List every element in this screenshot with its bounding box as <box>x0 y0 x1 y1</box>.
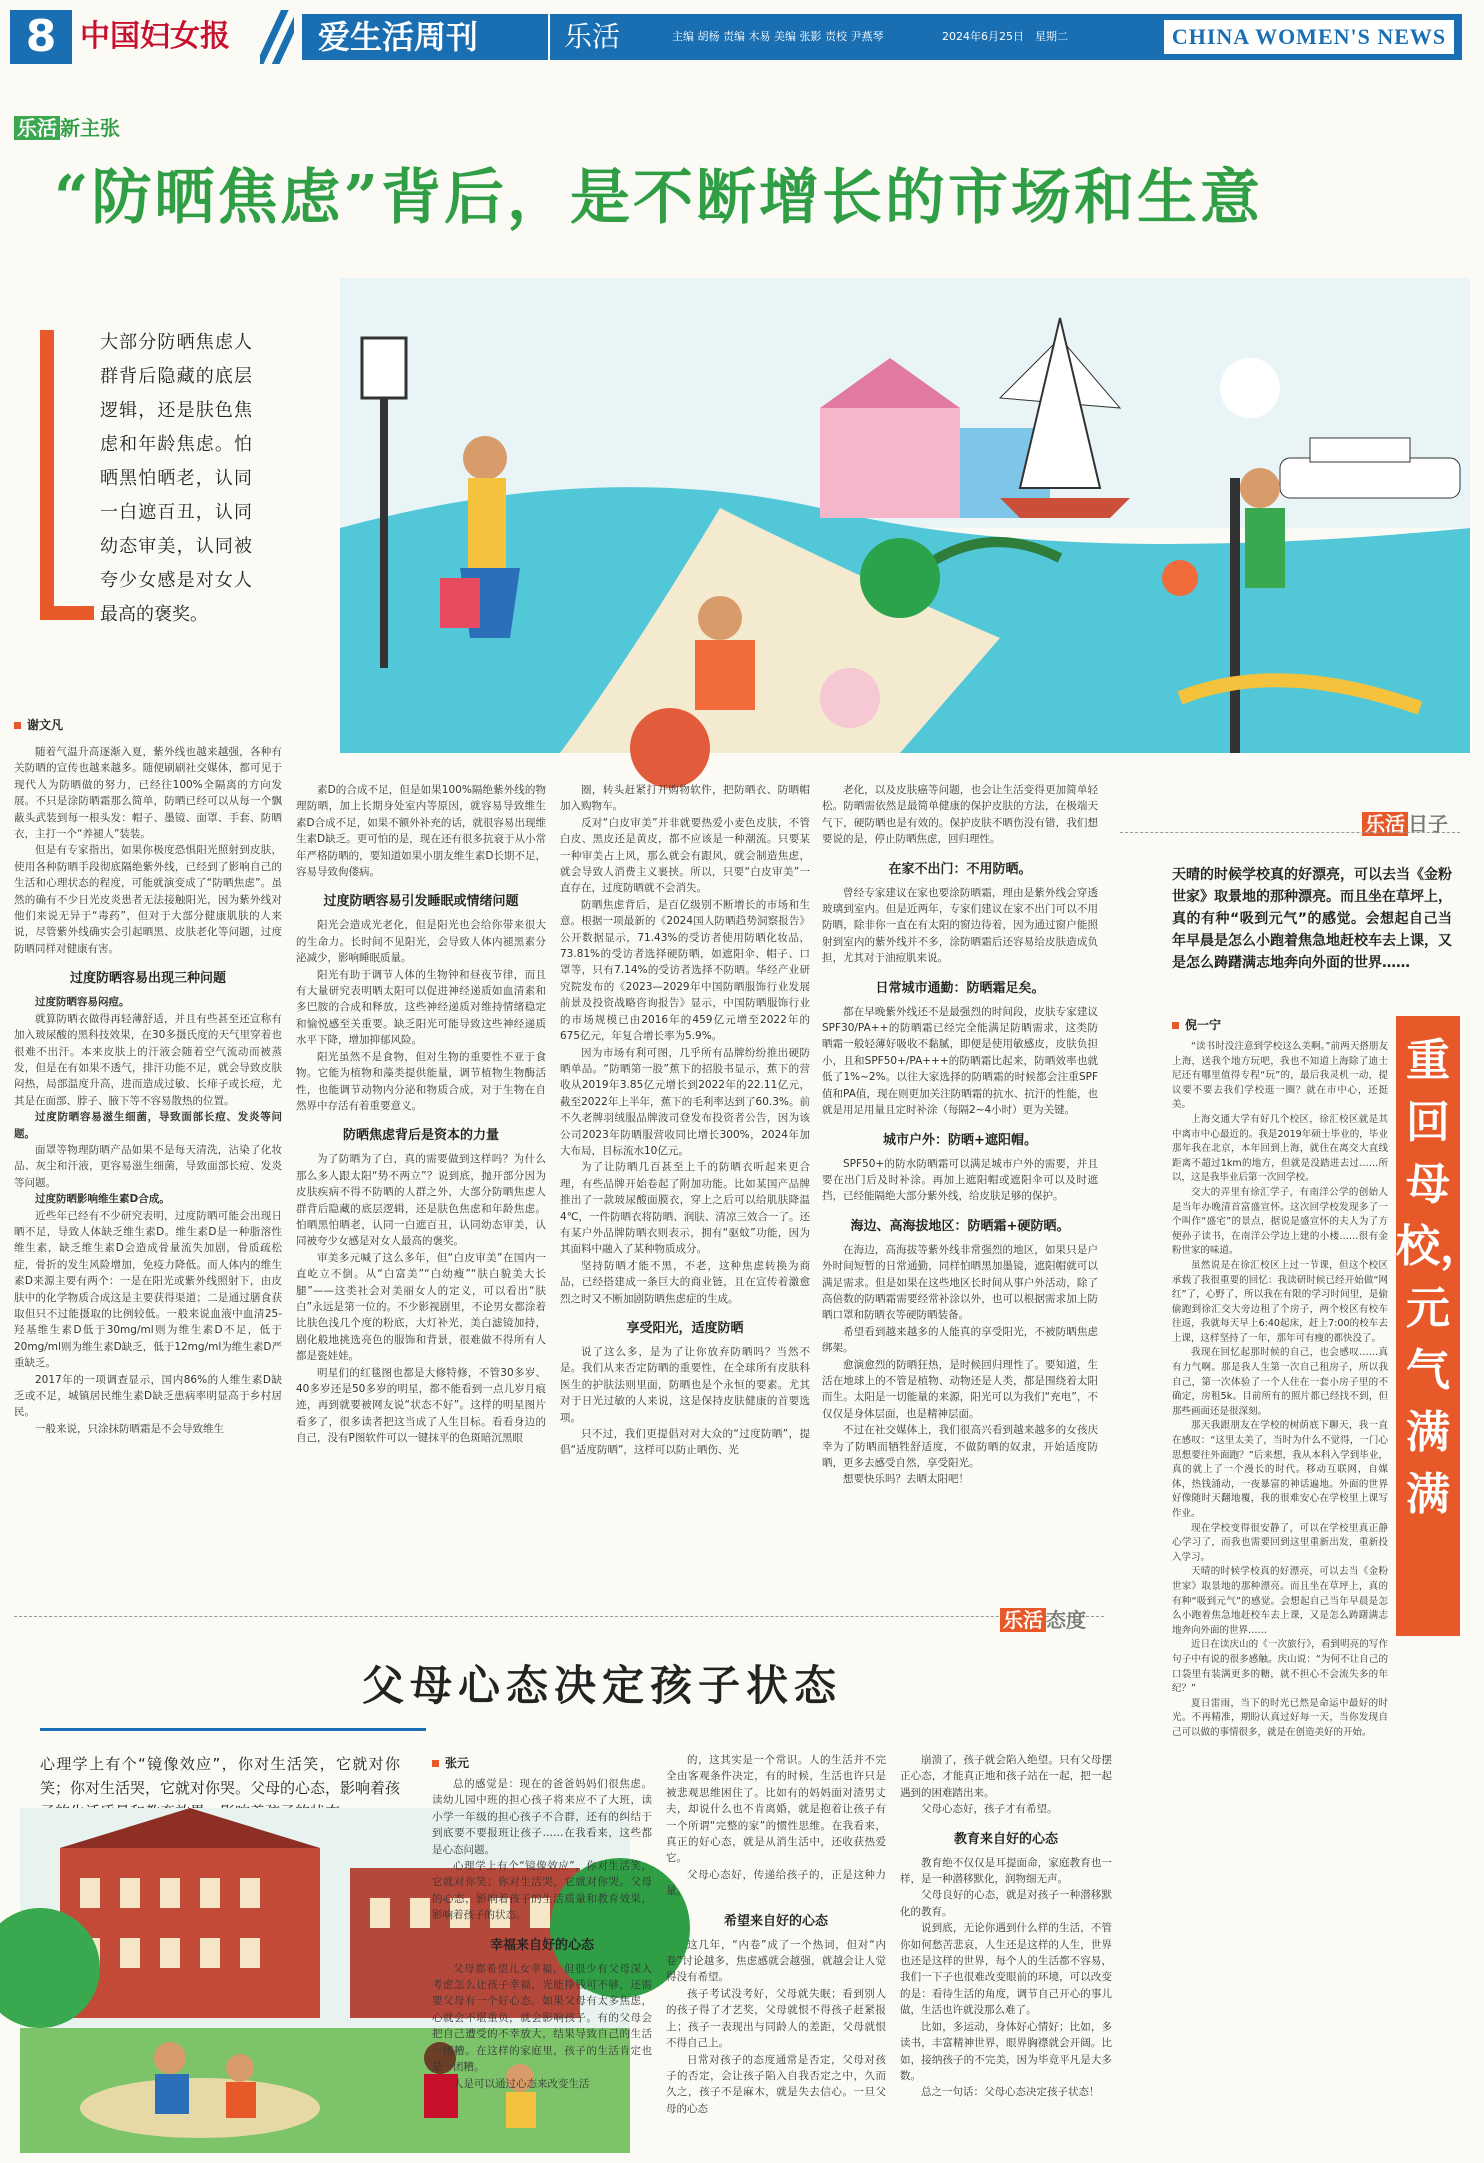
article1-col4-paragraph: 希望看到越来越多的人能真的享受阳光，不被防晒焦虑绑架。 <box>822 1325 1098 1355</box>
article3-col3-paragraph: 崩溃了，孩子就会陷入绝望。只有父母摆正心态，才能真正地和孩子站在一起，把一起遇到的困难踏出来。 <box>900 1754 1112 1799</box>
article2-paragraph: 虽然说是在徐汇校区上过一节课，但这个校区承载了我很重要的回忆：我读研时候已经开始做“网红”了，心野了，所以我在有限的学习时间里，是偷偷跑到徐汇交大旁边租了个房子，两个校区有校车往返，我就每天早上6:40起床，赶上7:00的校车去上课，这样坚持了一年，那年可有瘦的都快没了。 <box>1172 1259 1388 1344</box>
article1-col2-content <box>296 782 546 1447</box>
article1-col4-paragraph: 愈演愈烈的防晒狂热，是时候回归理性了。要知道，生活在地球上的不管是植物、动物还是人类，都是围绕着太阳而生。太阳是一切能量的来源，阳光可以为我们“充电”，不仅仅是身体层面，也是精神层面。 <box>822 1358 1098 1420</box>
tag-suffix: 新主张 <box>60 116 120 140</box>
article3-col2-paragraph: 父母心态好，传递给孩子的，正是这种力量。 <box>666 1868 886 1898</box>
article1-col1-paragraph: 过度防晒影响维生素D合成。 <box>35 1193 170 1206</box>
article3-col3-paragraph: 父母心态好，孩子才有希望。 <box>921 1803 1058 1816</box>
article2-lead: 天晴的时候学校真的好漂亮，可以去当《金粉世家》取景地的那种漂亮。而且坐在草坪上，真的有种“吸到元气”的感觉。会想起自己当年早晨是怎么小跑着焦急地赶校车去上课，又是怎么踌躇满志地奔向外面的世界…… <box>1172 867 1452 971</box>
article1-col4-paragraph: 想要快乐吗？去晒太阳吧！ <box>843 1473 969 1486</box>
divider <box>14 1616 1104 1617</box>
article3-col1-subheading: 幸福来自好的心态 <box>489 1937 594 1953</box>
article1-col2-subheading: 过度防晒容易引发睡眠或情绪问题 <box>323 894 519 910</box>
section-title: 乐活 <box>548 14 620 60</box>
article3-col2-paragraph: 的，这其实是一个常识。人的生活并不完全由客观条件决定，有的时候，生活也许只是被悲观思维困住了。比如有的妈妈面对渣男丈夫，却说什么也不肯离婚，就是抱着让孩子有一个所谓“完整的家”的惯性思维。在我看来，真正的好心态，就是从消生活中，还收获热爱它。 <box>666 1754 886 1865</box>
article1-col4-subheading: 海边、高海拔地区：防晒霜+硬防晒。 <box>850 1218 1070 1234</box>
article1-col4-content <box>822 782 1098 1488</box>
article1-col3-paragraph: 说了这么多，是为了让你放弃防晒吗？当然不是。我们从来否定防晒的重要性，在全球所有皮肤科医生的护肤法则里面，防晒也是个永恒的要素。尤其对于日光过敏的人来说，这是保持皮肤健康的首要选项。 <box>560 1346 810 1424</box>
article1-col1-subheading: 过度防晒容易出现三种问题 <box>69 971 226 987</box>
article3-col3-subheading: 教育来自好的心态 <box>953 1831 1058 1847</box>
article2-paragraph: 我现在回忆起那时候的自己，也会感叹……真有力气啊。那是我人生第一次自己租房子，所以我自己，第一次体验了一个人住在一套小房子里的不确定，房租5k。目前所有的照片都已经找不到，但那些画面还是很深刻。 <box>1172 1347 1388 1417</box>
masthead <box>10 10 1462 64</box>
editors-line: 主编 胡杨 责编 木易 美编 张影 责校 尹燕琴 <box>672 30 884 43</box>
article3-col2-paragraph: 这几年，“内卷”成了一个热词，但对“内卷”讨论越多，焦虑感就会越强，就越会让人觉得没有希望。 <box>666 1938 886 1984</box>
article2-paragraph: 天晴的时候学校真的好漂亮，可以去当《金粉世家》取景地的那种漂亮。而且坐在草坪上，真的有种“吸到元气”的感觉。会想起自己当年早晨是怎么小跑着焦急地赶校车去上课，又是怎么踌躇满志地奔向外面的世界…… <box>1172 1566 1388 1636</box>
tag-label: 乐活 <box>1362 812 1408 836</box>
page-number: 8 <box>10 10 72 64</box>
article3-col1-paragraph: 心理学上有个“镜像效应”，你对生活笑，它就对你笑；你对生活哭，它就对你哭。父母的心态，影响着孩子的生活质量和教育效果，影响着孩子的状态。 <box>432 1860 652 1922</box>
article2-paragraph: 交大的弄里有徐汇学子，有南洋公学的创始人是当年办晚清首富盛宣怀。这次回学校发现多了一个叫作“盛宅”的景点，据说是盛宣怀的夫人为了方便孙子读书，在南洋公学边上建的小楼……很有金粉世家的味道。 <box>1172 1186 1388 1257</box>
article3-col3-content <box>900 1752 1112 2101</box>
article3-col1-paragraph: 总的感觉是：现在的爸爸妈妈们很焦虑。读幼儿园中班的担心孩子将来应不了大班，读小学一年级的担心孩子不合群，还有的纠结于到底要不要报班让孩子……在我看来，这些都是心态问题。 <box>432 1778 652 1856</box>
article2-body-content <box>1172 1040 1388 1741</box>
article1-col1-paragraph: 过度防晒容易闷痘。 <box>35 996 130 1009</box>
article1-col1-paragraph: 但是有专家指出，如果你极度恐惧阳光照射到皮肤，使用各种防晒手段彻底隔绝紫外线，已经到了影响自己的生活和心理状态的程度，可能就演变成了“防晒焦虑”。虽然的确有不少日光皮炎患者无法接触阳光，因为紫外线对他们来说无异于“毒药”，但对于大部分健康肌肤的人来说，尽管紫外线确实会引起晒黑、皮肤老化等问题，过度防晒同样对健康有害。 <box>14 844 282 955</box>
article1-col4-paragraph: SPF50+的防水防晒霜可以满足城市户外的需要，并且要在出门后及时补涂。再加上遮阳帽或遮阳伞可以及时遮挡，已经能隔绝大部分紫外线，给皮肤足够的保护。 <box>822 1157 1098 1203</box>
article3-title: 父母心态决定孩子状态 <box>362 1661 843 1710</box>
column-tag-new-idea <box>14 112 120 141</box>
tag-label: 乐活 <box>14 116 60 140</box>
masthead-slash-decoration <box>260 10 294 64</box>
article1-author: 谢文凡 <box>14 716 63 733</box>
lead-accent-bar <box>40 330 54 620</box>
article1-col1-paragraph: 2017年的一项调查显示，国内86%的人维生素D缺乏或不足，城镇居民维生素D缺乏患病率明显高于乡村居民。 <box>14 1373 282 1419</box>
article1-column-1 <box>14 744 282 1574</box>
article3-col3-paragraph: 比如，多运动，身体好心情好；比如，多读书，丰富精神世界，眼界胸襟就会开阔。比如，接纳孩子的不完美，因为毕竟平凡是大多数。 <box>900 2020 1112 2082</box>
article2-paragraph: 夏日雷雨，当下的时光已然是命运中最好的时光。不再精准，期盼认真过好每一天，当你发现自己可以做的事情很多，就是在创造美好的开始。 <box>1172 1697 1388 1738</box>
article1-col2-subheading: 防晒焦虑背后是资本的力量 <box>342 1128 499 1144</box>
article1-column-3 <box>560 782 810 1574</box>
article1-col3-paragraph: 因为市场有利可图，几乎所有品牌纷纷推出硬防晒单品。“防晒第一股”蕉下的招股书显示，蕉下的营收从2019年3.85亿元增长到2022年的22.11亿元，截至2022年上半年，蕉下的毛利率达到了60.3%。前不久老牌羽绒服品牌波司登发布投资者公告，因为该公司2023年防晒服营收同比增长300%，2024年加大布局，目标流水10亿元。 <box>560 1046 810 1157</box>
article1-col2-paragraph: 明星们的红毯图也都是大修特修，不管30多岁、40多岁还是50多岁的明星，都不能看到一点儿岁月痕迹，再到就要被网友说“状态不好”。这样的明星图片看多了，很多读者把这当成了人生目标。看看身边的自己，没有P图软件可以一键抹平的色斑暗沉黑眼 <box>296 1366 546 1445</box>
article1-col1-paragraph: 就算防晒衣做得再轻薄舒适，并且有些甚至还宣称有加入玻尿酸的黑科技效果，在30多摄氏度的天气里穿着也很难不出汗。本来皮肤上的汗液会随着空气流动而被蒸发，但是在有如果不透气，排汗功能不足，就会导致皮肤闷热，局部温度升高，进而造成过敏、长痱子或长痘，尤其是在面部、脖子、腋下等不容易散热的位置。 <box>14 1012 282 1107</box>
article3-col1-paragraph: 父母都希望儿女幸福，但很少有父母深入考虑怎么让孩子幸福，光能挣钱可不够，还需要父母有一个好心态。如果父母有太多焦虑，心就会不堪重负，就会影响孩子。有的父母会把自己遭受的不幸放大，结果导致自己的生活一团糟。在这样的家庭里，孩子的生活肯定也是一团糟。 <box>432 1962 652 2074</box>
article1-col4-subheading: 日常城市通勤：防晒霜足矣。 <box>875 980 1045 996</box>
issue-date: 2024年6月25日 星期二 <box>942 30 1068 43</box>
article3-column-3 <box>900 1752 1112 2156</box>
article2-title: 重回母校，元气满满 <box>1396 1016 1460 1636</box>
beach-illustration <box>300 278 1470 753</box>
article1-col4-paragraph: 在海边，高海拔等紫外线非常强烈的地区，如果只是户外时间短暂的日常通勤，同样怕晒黑加墨镜，遮阳帽就可以满足需求。但是如果在这些地区长时间从事户外活动，除了高倍数的防晒霜需要经常补涂以外，也可以根据需求加上防晒口罩和防晒衣等硬防晒装备。 <box>822 1243 1098 1322</box>
masthead-bar <box>302 14 1462 60</box>
article1-col4-paragraph: 都在早晚紫外线还不是最强烈的时间段，皮肤专家建议SPF30/PA++的防晒霜已经完全能满足防晒需求，这类防晒霜一般轻薄好吸收不黏腻，即便是使用敏感皮，皮肤负担小，且和SPF50+/PA+++的防晒霜比起来，防晒效率也就低了1%~2%。以往大家选择的防晒霜的时候都会注重SPF值和PA值，现在则更加关注防晒霜的抗水、抗汗的性能，也就是用足用量且定时补涂（每隔2~4小时）更为关键。 <box>822 1005 1098 1117</box>
article3-col3-paragraph: 教育绝不仅仅是耳提面命，家庭教育也一样，是一种潜移默化，润物细无声。 <box>900 1856 1112 1886</box>
english-paper-name: CHINA WOMEN'S NEWS <box>1164 20 1454 54</box>
article3-col3-paragraph: 说到底，无论你遇到什么样的生活，不管你如何愁苦悲哀，人生还是这样的人生，世界也还是这样的世界，每个人的生活都不容易，我们一下子也很难改变眼前的环境，可以改变的是：看待生活的角度，调节自己开心的事儿做，生活也许就没那么难了。 <box>900 1922 1112 2017</box>
article2-paragraph: 近日在读庆山的《一次旅行》，看到明亮的写作句子中有说的很多感触。庆山说：“为何不让自己的口袋里有装满更多的糖，就不担心不会流失多的年纪？” <box>1172 1639 1388 1695</box>
article3-column-2 <box>666 1752 886 2156</box>
article3-col3-paragraph: 总之一句话：父母心态决定孩子状态！ <box>921 2086 1100 2099</box>
weekly-title: 爱生活周刊 <box>318 18 479 56</box>
article3-column-1 <box>432 1776 652 2156</box>
article3-col1-paragraph: 人是可以通过心态来改变生活 <box>453 2077 590 2090</box>
article1-col2-paragraph: 素D的合成不足，但是如果100%隔绝紫外线的物理防晒，加上长期身处室内等原因，就容易导致维生素D合成不足，如果不额外补充的话，就很容易出现维生素D缺乏。更可怕的是，现在还有很多抗衰于从小常年严格防晒的，要知道如果小朋友维生素D长期不足，容易导致佝偻病。 <box>296 784 546 879</box>
article1-col4-paragraph: 老化，以及皮肤癌等问题，也会让生活变得更加简单轻松。防晒需依然是最简单健康的保护皮肤的方法，在极端天气下，硬防晒也是有效的。保护皮肤不晒伤没有错，我们想要说的是，停止防晒焦虑，回归理性。 <box>822 784 1098 846</box>
title-rule <box>40 1728 426 1731</box>
article1-headline: “防晒焦虑”背后，是不断增长的市场和生意 <box>54 163 1264 233</box>
article3-col3-paragraph: 父母良好的心态，就是对孩子一种潜移默化的教育。 <box>900 1889 1112 1918</box>
article1-col3-paragraph: 圈，转头赶紧打开购物软件，把防晒衣、防晒帽加入购物车。 <box>560 784 810 813</box>
tag-suffix: 日子 <box>1408 812 1448 836</box>
lead-accent-foot <box>54 606 94 620</box>
article3-lead: 心理学上有个“镜像效应”，你对生活笑，它就对你笑；你对生活哭，它就对你哭。父母的心态，影响着孩 <box>40 1755 401 1797</box>
article1-col2-paragraph: 审美多元喊了这么多年，但“白皮审美”在国内一直屹立不倒。从“白富美”“白幼瘦”“肤白貌美大长腿”——这类社会对美丽女人的定义，可以看出“肤白”永远是第一位的。不少影视剧里，不论男女都涂着比肤色浅几个度的粉底，大灯补光，美白滤镜加持，剧化般地挑选亮色的服饰和背景，很难做不得所有人都是瓷娃娃。 <box>296 1251 546 1363</box>
article1-col3-content <box>560 782 810 1459</box>
paper-name: 中国妇女报 <box>80 19 230 54</box>
article1-col1-paragraph: 随着气温升高逐渐入夏，紫外线也越来越强，各种有关防晒的宣传也越来越多。随便刷刷社交媒体，都可见于现代人为防晒做的努力，已经往100%全隔离的方向发展。不只是涂防晒霜那么简单，防晒已经可以从每一个飘蔽头武装到每一根头发：帽子、墨镜、面罩、手套、防晒衣，主打一个“养褪人”装装。 <box>14 746 282 841</box>
article1-col2-paragraph: 阳光会造成光老化，但是阳光也会给你带来很大的生命力。长时间不见阳光，会导致人体内褪黑素分泌减少，影响睡眠质量。 <box>296 919 546 965</box>
tag-suffix: 态度 <box>1046 1608 1086 1632</box>
article1-col2-paragraph: 阳光有助于调节人体的生物钟和昼夜节律，而且有大量研究表明晒太阳可以促进神经递质如血清素和多巴胺的合成和释放，这些神经递质对维持情绪稳定和愉悦感至关重要。缺乏阳光可能导致这些神经递质水平下降，增加抑郁风险。 <box>296 968 546 1047</box>
article2-paragraph: 那天我跟朋友在学校的树荫底下聊天，我一直在感叹：“这里太美了，当时为什么不觉得，一门心思想要往外面跑？”后来想，我从本科入学到毕业，真的就上了一个漫长的时代。移动互联网，自媒体，热钱涌动，一夜暴富的神话遍地。外面的世界好像随时天翻地覆，我的很难安心在学校里上课写作业。 <box>1172 1420 1388 1519</box>
article1-column-2 <box>296 782 546 1574</box>
divider <box>1120 832 1460 833</box>
article2-paragraph: 上海交通大学有好几个校区，徐汇校区就是其中离市中心最近的。我是2019年硕士毕业的，毕业那年我在北京，本年回到上海，就住在离交大直线距离不超过1km的地方，但就是没踏进去过……所以，这是我毕业后第一次回学校。 <box>1172 1113 1388 1184</box>
tag-label: 乐活 <box>1000 1608 1046 1632</box>
article1-col2-paragraph: 阳光虽然不是食物，但对生物的重要性不亚于食物。它能为植物和藻类提供能量，调节植物生物酶活性，也能调节动物内分泌和物质合成，对于生物在自然界中存活有着重要意义。 <box>296 1050 546 1112</box>
article1-col2-paragraph: 为了防晒为了白，真的需要做到这样吗？为什么那么多人跟太阳“势不两立”？说到底，抛开部分因为皮肤疾病不得不防晒的人群之外，大部分防晒焦虑人群背后隐藏的底层逻辑，还是肤色焦虑和年龄焦虑。怕晒黑怕晒老，认同一白遮百丑，认同幼态审美，认同被夸少女感是对女人最高的褒奖。 <box>296 1153 546 1248</box>
article1-col1-content <box>14 744 282 1437</box>
article1-lead: 大部分防晒焦虑人群背后隐藏的底层逻辑，还是肤色焦虑和年龄焦虑。怕晒黑怕晒老，认同一白遮百丑，认同幼态审美，认同被夸少女感是对女人最高的褒奖。 <box>100 332 252 625</box>
article2-paragraph: 现在学校变得很安静了，可以在学校里真正静心学习了，而我也需要回到这里重新出发，重新投入学习。 <box>1172 1522 1388 1563</box>
article3-author: 张元 <box>432 1754 469 1771</box>
article1-col4-paragraph: 不过在社交媒体上，我们很高兴看到越来越多的女孩庆幸为了防晒而牺牲舒适度，不做防晒的奴隶，开始适度防晒，更多去感受自然，享受阳光。 <box>822 1424 1098 1469</box>
article1-col1-paragraph: 近些年已经有不少研究表明，过度防晒可能会出现日晒不足，导致人体缺乏维生素D。维生素D是一种脂溶性维生素，缺乏维生素D会造成骨量流失加剧，骨质疏松症，骨折的发生风险增加，免疫力降低。而人体内的维生素D来源主要有两个：一是在阳光或紫外线照射下，由皮肤中的化学物质合成这是主要获得渠道；二是通过膳食获取但只不过能摄取的比例较低。一般来说血液中血清25-羟基维生素D低于30mg/ml则为维生素D不足，低于20mg/ml则为维生素D缺乏，低于12mg/ml为维生素D严重缺乏。 <box>14 1209 282 1370</box>
article1-col1-paragraph: 一般来说，只涂抹防晒霜是不会导致维生 <box>35 1422 224 1435</box>
article3-col1-content <box>432 1776 652 2092</box>
article1-col1-paragraph: 过度防晒容易滋生细菌，导致面部长痘、发炎等问题。 <box>14 1111 282 1140</box>
article2-paragraph: “读书时没注意到学校这么美啊。”前两天搭朋友上海，送我个地方玩吧，我也不知道上海除了迪士尼还有哪里值得专程“玩”的，最后我灵机一动，提议要不要去我们学校逛一圈？就在市中心，还挺美。 <box>1172 1041 1388 1111</box>
article1-col3-paragraph: 只不过，我们更提倡对对大众的“过度防晒”，提倡“适度防晒”，这样可以防止晒伤、光 <box>560 1428 810 1457</box>
article1-col3-subheading: 享受阳光，适度防晒 <box>626 1321 744 1336</box>
article1-col4-subheading: 在家不出门：不用防晒。 <box>888 861 1032 877</box>
article1-col4-paragraph: 曾经专家建议在家也要涂防晒霜，理由是紫外线会穿透玻璃到室内。但是近两年，专家们建议在家不出门可以不用防晒，除非你一直在有太阳的窗边待着，因为通过窗户能照射到室内的紫外线并不多，涂防晒霜后还容易给皮肤造成负担，尤其对于油痘肌来说。 <box>822 886 1098 965</box>
article1-col4-subheading: 城市户外：防晒+遮阳帽。 <box>883 1132 1037 1148</box>
column-tag-attitude <box>1000 1604 1086 1633</box>
article1-col3-paragraph: 反对“白皮审美”并非就要热爱小麦色皮肤，不管白皮、黑皮还是黄皮，都不应该是一种潮流。只要某一种审美占上风，那么就会有跟风，就会制造焦虑，就会导致人消费主义裹挟。所以，只要“白皮审美”一直存在，过度防晒就不会消失。 <box>560 816 810 895</box>
article3-col2-paragraph: 孩子考试没考好，父母就失眠；看到别人的孩子得了才艺奖，父母就恨不得孩子赶紧报上；孩子一表现出与同龄人的差距，父母就恨不得自己上。 <box>666 1987 886 2050</box>
article1-col3-paragraph: 为了让防晒几百甚至上千的防晒衣听起来更合理，有些品牌开始卷起了附加功能。比如某国产品牌推出了一款玻尿酸面膜衣，穿上之后可以给肌肤降温4℃，一件防晒衣将防晒、润肤、清凉三效合一了。还有某户外品牌防晒衣则表示，拥有“驱蚊”功能，因为其面料中融入了某种物质成分。 <box>560 1161 810 1256</box>
article2-body <box>1172 1040 1388 2160</box>
article3-col2-paragraph: 日常对孩子的态度通常是否定，父母对孩子的否定，会让孩子陷入自我否定之中，久而久之，孩子不是麻木，就是失去信心。一旦父母的心态 <box>666 2053 886 2115</box>
article1-col1-paragraph: 面罩等物理防晒产品如果不是每天清洗，沾染了化妆品、灰尘和汗液，更容易滋生细菌，导致面部长痘、发炎等问题。 <box>14 1143 282 1189</box>
article1-col3-paragraph: 防晒焦虑背后，是百亿级别不断增长的市场和生意。根据一项最新的《2024国人防晒趋势洞察报告》公开数据显示，71.43%的受访者使用防晒化妆品，73.81%的受访者选择硬防晒，如遮阳伞、帽子、口罩等，只有7.14%的受访者选择不防晒。华经产业研究院发布的《2023—2029年中国防晒服饰行业发展前景及投资战略咨询报告》显示，中国防晒服饰行业的市场规模已由2016年的459亿元增至2022年的675亿元，年复合增长率为5.9%。 <box>560 898 810 1043</box>
article1-column-4 <box>822 782 1098 1574</box>
article2-author: 倪一宁 <box>1172 1016 1221 1033</box>
article3-col2-subheading: 希望来自好的心态 <box>723 1913 828 1929</box>
article3-col2-content <box>666 1752 886 2117</box>
article1-col3-paragraph: 坚持防晒才能不黑，不老，这种焦虑转换为商品，已经搭建成一条巨大的商业链，且在宣传着激愈烈之时又不断加剧防晒焦虑症的生成。 <box>560 1259 810 1305</box>
